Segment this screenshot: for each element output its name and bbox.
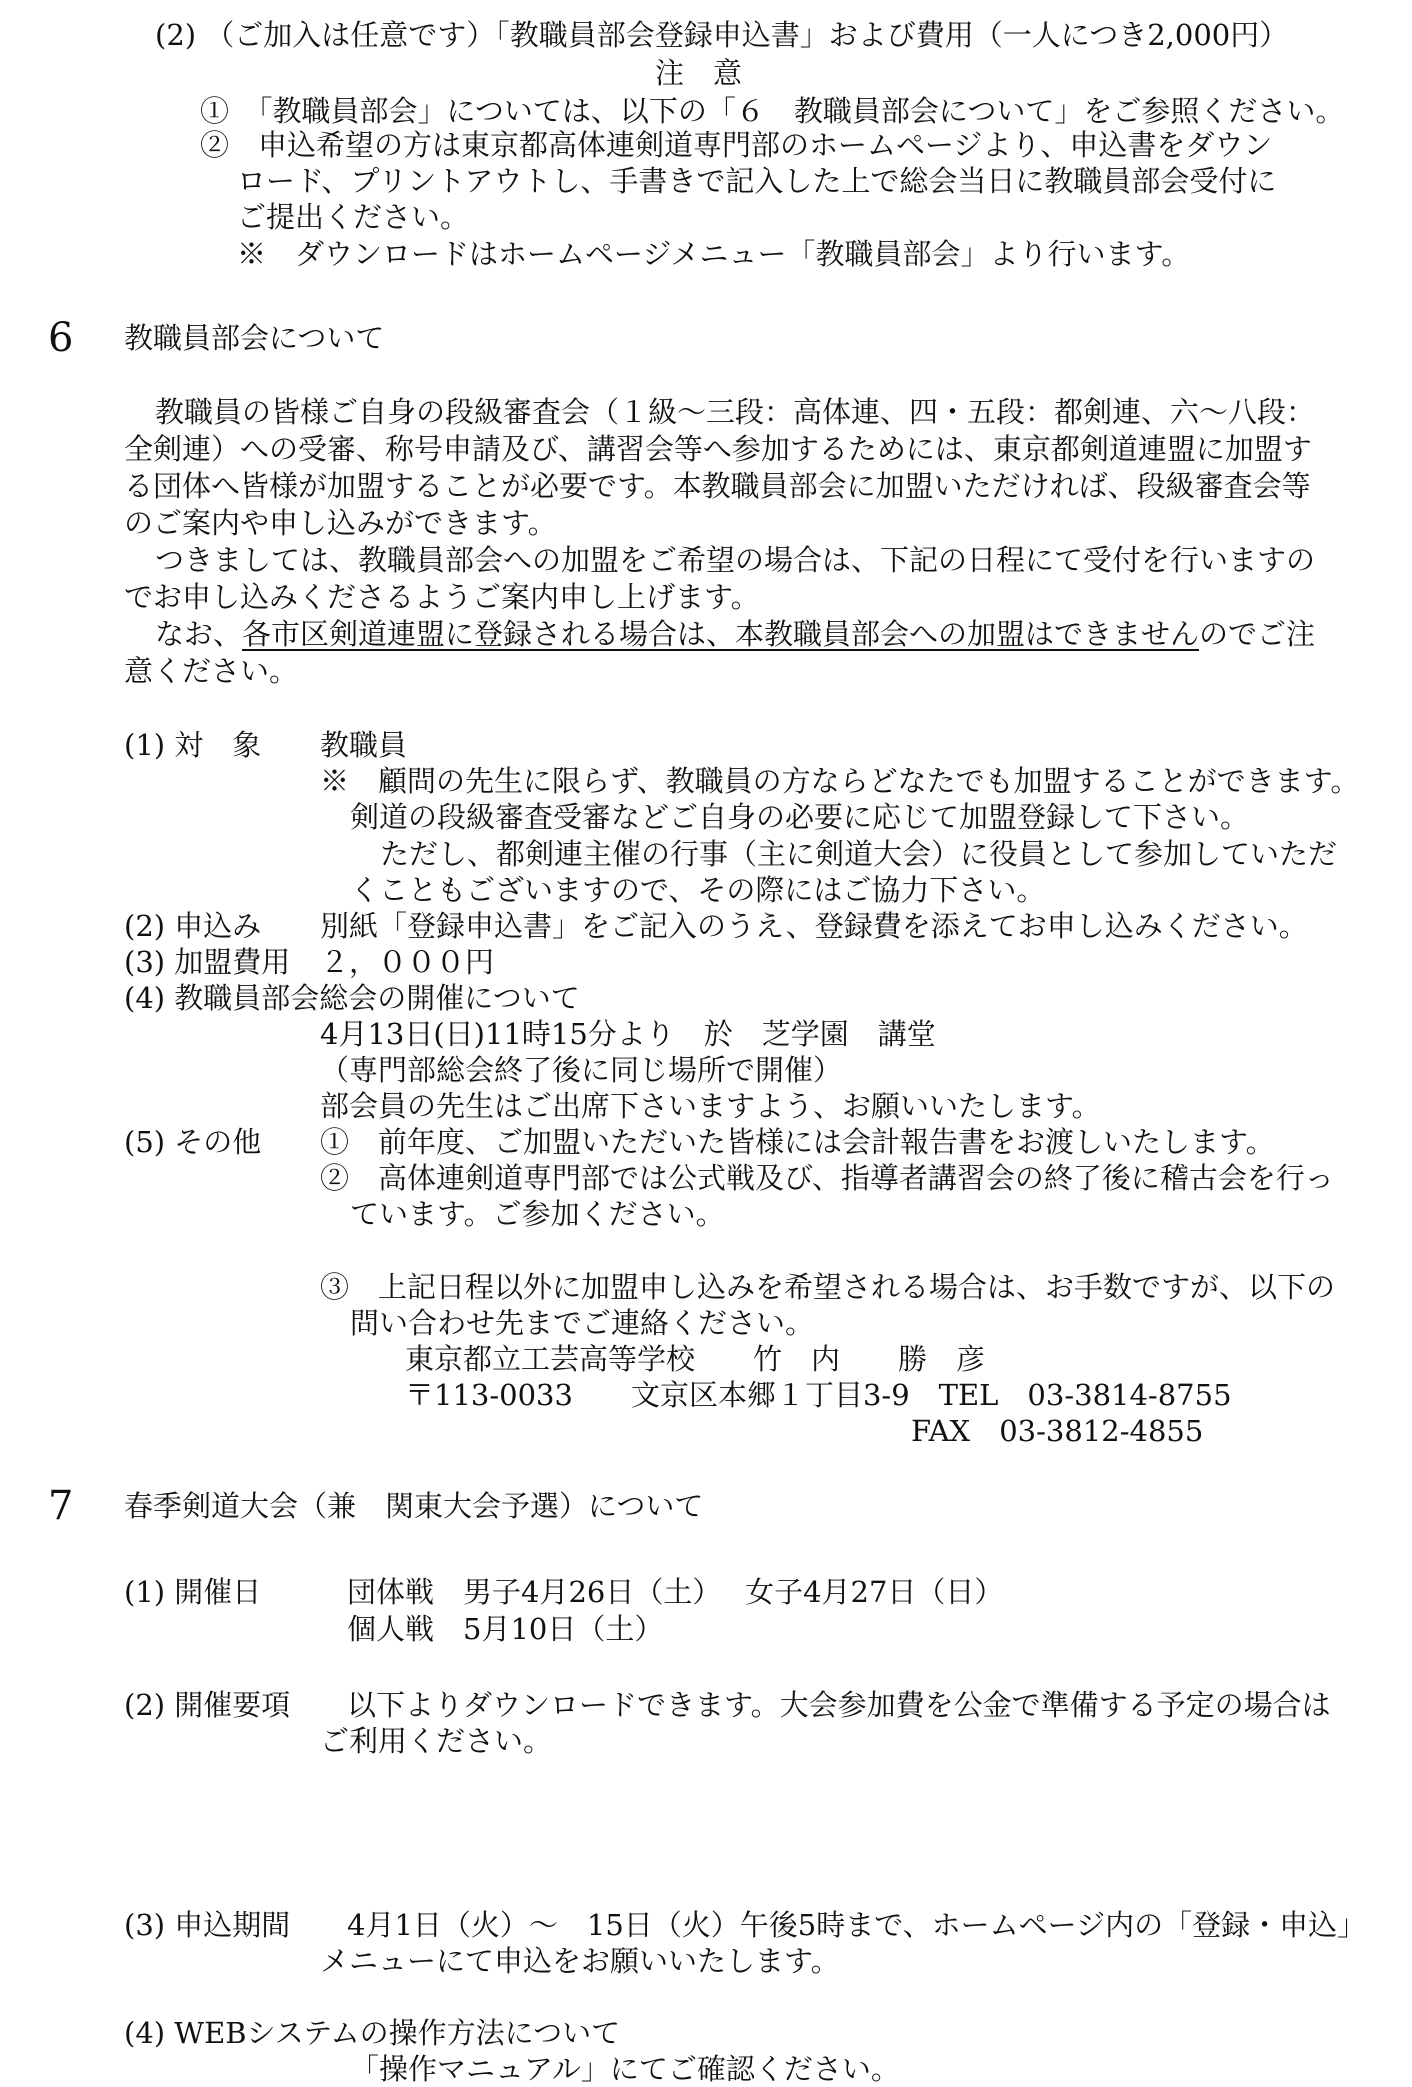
sec6-item-5-note-2-line-1: ② 高体連剣道専門部では公式戦及び、指導者講習会の終了後に稽古会を行っ: [320, 1161, 1334, 1195]
contact-school-name: 東京都立工芸高等学校 竹 内 勝 彦: [405, 1342, 986, 1376]
section-6-para-1-line-2: 全剣連）への受審、称号申請及び、講習会等へ参加するためには、東京都剣道連盟に加盟す: [124, 432, 1312, 466]
notice-heading: 注 意: [655, 56, 743, 90]
sec6-item-3-label: (3) 加盟費用: [124, 945, 291, 979]
section-6-para-1-line-1: 教職員の皆様ご自身の段級審査会（１級～三段：高体連、四・五段：都剣連、六～八段：: [155, 395, 1316, 429]
sec6-item-5-note-3-line-2: 問い合わせ先までご連絡ください。: [350, 1306, 815, 1340]
sec6-item-2-value: 別紙「登録申込書」をご記入のうえ、登録費を添えてお申し込みください。: [320, 909, 1308, 943]
para-3-suffix: のでご注: [1199, 617, 1316, 651]
notice-item-1: ① 「教職員部会」については、以下の「６ 教職員部会について」をご参照ください。: [200, 94, 1345, 128]
sec6-item-1-note-line-3: ただし、都剣連主催の行事（主に剣道大会）に役員として参加していただ: [380, 837, 1338, 871]
notice-item-2-line-3: ご提出ください。: [237, 200, 470, 234]
sec7-item-2-line-1: 以下よりダウンロードできます。大会参加費を公金で準備する予定の場合は: [347, 1688, 1331, 1722]
para-3-prefix: なお、: [155, 617, 243, 651]
sec6-item-1-note-line-2: 剣道の段級審査受審などご自身の必要に応じて加盟登録して下さい。: [350, 800, 1250, 834]
sec7-item-1-line-1: 団体戦 男子4月26日（土） 女子4月27日（日）: [347, 1575, 1004, 1609]
section-6-para-1-line-4: のご案内や申し込みができます。: [124, 506, 557, 540]
sec7-item-3-line-2: メニューにて申込をお願いいたします。: [320, 1944, 840, 1978]
sec7-item-1-line-2: 個人戦 5月10日（土）: [347, 1612, 664, 1646]
sec6-item-5-note-2-line-2: ています。ご参加ください。: [350, 1197, 725, 1231]
sec7-item-4-label: (4) WEBシステムの操作方法について: [124, 2016, 621, 2050]
section-6-para-3-line-2: 意ください。: [124, 654, 299, 688]
sec7-item-4-line-1: 「操作マニュアル」にてご確認ください。: [350, 2052, 900, 2086]
section-6-title: 教職員部会について: [124, 321, 385, 355]
notice-item-3: ※ ダウンロードはホームページメニュー「教職員部会」より行います。: [237, 237, 1191, 271]
sec7-item-2-line-2: ご利用ください。: [320, 1724, 553, 1758]
contact-fax: FAX 03-3812-4855: [911, 1414, 1204, 1448]
sec6-item-3-value: ２，０００円: [320, 945, 495, 979]
notice-item-2-line-1: ② 申込希望の方は東京都高体連剣道専門部のホームページより、申込書をダウン: [200, 128, 1273, 162]
para-3-underlined-warning: 各市区剣道連盟に登録される場合は、本教職員部会への加盟はできません: [242, 617, 1200, 651]
sec6-item-1-note-line-4: くこともございますので、その際にはご協力下さい。: [350, 873, 1046, 907]
sec6-item-4-line-2: （専門部総会終了後に同じ場所で開催）: [320, 1053, 843, 1087]
sec7-item-1-label: (1) 開催日: [124, 1575, 262, 1609]
sec6-item-1-value: 教職員: [320, 728, 408, 762]
sec7-item-2-label: (2) 開催要項: [124, 1688, 291, 1722]
section-6-para-2-line-1: つきましては、教職員部会への加盟をご希望の場合は、下記の日程にて受付を行いますの: [155, 543, 1316, 577]
section-6-para-3-line-1: [155, 616, 1315, 652]
section-6-number: 6: [48, 315, 74, 361]
notice-item-2-line-2: ロード、プリントアウトし、手書きで記入した上で総会当日に教職員部会受付に: [237, 164, 1277, 198]
sec6-item-2-label: (2) 申込み: [124, 909, 262, 943]
sec7-item-3-label: (3) 申込期間: [124, 1908, 291, 1942]
section-6-para-2-line-2: でお申し込みくださるようご案内申し上げます。: [124, 580, 760, 614]
section-7-title: 春季剣道大会（兼 関東大会予選）について: [124, 1489, 704, 1523]
sec6-item-4-label: (4) 教職員部会総会の開催について: [124, 981, 580, 1015]
sec6-item-1-label: (1) 対 象: [124, 728, 262, 762]
sec6-item-5-label: (5) その他: [124, 1125, 262, 1159]
sec6-item-5-note-1: ① 前年度、ご加盟いただいた皆様には会計報告書をお渡しいたします。: [320, 1125, 1275, 1159]
sec7-item-3-line-1: 4月1日（火）～ 15日（火）午後5時まで、ホームページ内の「登録・申込」: [347, 1908, 1367, 1942]
sec6-item-5-note-3-line-1: ③ 上記日程以外に加盟申し込みを希望される場合は、お手数ですが、以下の: [320, 1270, 1336, 1304]
section-7-number: 7: [48, 1483, 74, 1529]
registration-item-2: (2) （ご加入は任意です）「教職員部会登録申込書」および費用（一人につき2,000円）: [155, 18, 1289, 52]
sec6-item-4-line-1: 4月13日(日)11時15分より 於 芝学園 講堂: [320, 1017, 936, 1051]
contact-address-tel: 〒113-0033 文京区本郷１丁目3-9 TEL 03-3814-8755: [405, 1378, 1232, 1412]
section-6-para-1-line-3: る団体へ皆様が加盟することが必要です。本教職員部会に加盟いただければ、段級審査会等: [124, 469, 1311, 503]
sec6-item-4-line-3: 部会員の先生はご出席下さいますよう、お願いいたします。: [320, 1089, 1101, 1123]
sec6-item-1-note-line-1: ※ 顧問の先生に限らず、教職員の方ならどなたでも加盟することができます。: [320, 764, 1360, 798]
